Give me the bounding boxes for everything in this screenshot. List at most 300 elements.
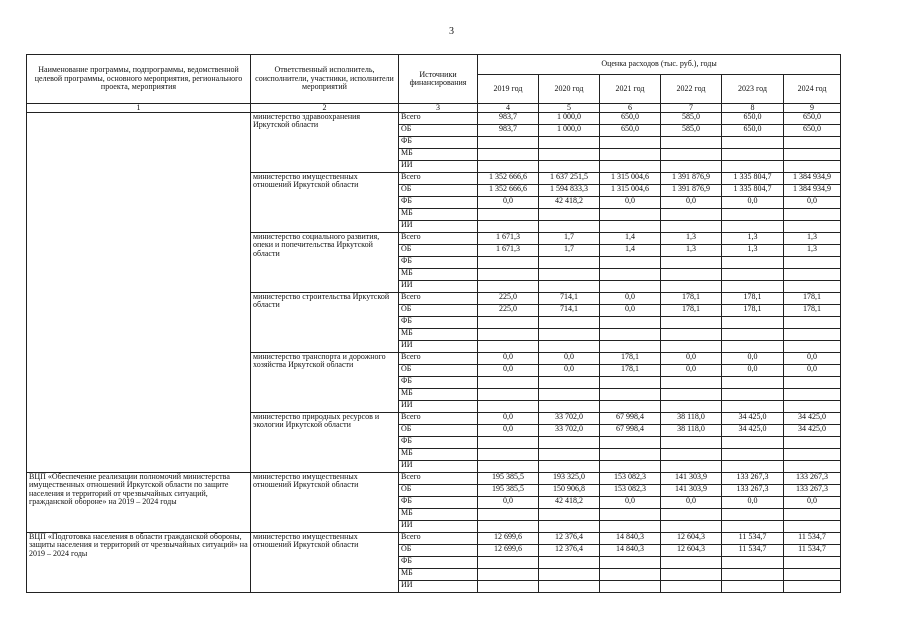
value-cell bbox=[478, 449, 539, 461]
value-cell: 1 335 804,7 bbox=[722, 173, 784, 185]
value-cell bbox=[539, 389, 600, 401]
value-cell bbox=[784, 521, 841, 533]
source-cell: МБ bbox=[399, 149, 478, 161]
value-cell bbox=[478, 329, 539, 341]
source-cell: ИИ bbox=[399, 461, 478, 473]
value-cell: 225,0 bbox=[478, 293, 539, 305]
value-cell: 34 425,0 bbox=[722, 413, 784, 425]
value-cell: 0,0 bbox=[600, 293, 661, 305]
value-cell: 1 594 833,3 bbox=[539, 185, 600, 197]
value-cell: 34 425,0 bbox=[784, 413, 841, 425]
value-cell bbox=[661, 569, 722, 581]
source-cell: ОБ bbox=[399, 125, 478, 137]
value-cell: 178,1 bbox=[600, 365, 661, 377]
value-cell bbox=[600, 137, 661, 149]
value-cell bbox=[722, 137, 784, 149]
executor-cell: министерство имущественных отношений Иркутской области bbox=[251, 473, 399, 533]
header-year: 2020 год bbox=[539, 75, 600, 104]
value-cell bbox=[784, 437, 841, 449]
value-cell: 650,0 bbox=[722, 125, 784, 137]
value-cell: 195 385,5 bbox=[478, 485, 539, 497]
value-cell bbox=[784, 149, 841, 161]
value-cell bbox=[478, 401, 539, 413]
value-cell bbox=[600, 461, 661, 473]
executor-cell: министерство строительства Иркутской области bbox=[251, 293, 399, 353]
source-cell: МБ bbox=[399, 209, 478, 221]
table-body bbox=[27, 113, 841, 593]
value-cell: 11 534,7 bbox=[722, 545, 784, 557]
value-cell: 1 384 934,9 bbox=[784, 173, 841, 185]
value-cell bbox=[539, 437, 600, 449]
value-cell bbox=[539, 557, 600, 569]
value-cell bbox=[784, 557, 841, 569]
program-cell: ВЦП «Обеспечение реализации полномочий министерства имущественных отношений Иркутской области по защите населения и территорий от чрезвычайных ситуаций, гражданской обороне» на 2019 – 2024 годы bbox=[27, 473, 251, 533]
header-year: 2024 год bbox=[784, 75, 841, 104]
source-cell: Всего bbox=[399, 353, 478, 365]
value-cell bbox=[539, 377, 600, 389]
value-cell: 0,0 bbox=[722, 365, 784, 377]
source-cell: МБ bbox=[399, 449, 478, 461]
value-cell bbox=[539, 449, 600, 461]
budget-table bbox=[26, 54, 841, 593]
value-cell: 1 000,0 bbox=[539, 125, 600, 137]
value-cell: 650,0 bbox=[600, 125, 661, 137]
value-cell bbox=[478, 281, 539, 293]
header-costs: Оценка расходов (тыс. руб.), годы bbox=[478, 55, 841, 75]
value-cell: 1,4 bbox=[600, 245, 661, 257]
source-cell: ИИ bbox=[399, 281, 478, 293]
value-cell bbox=[722, 269, 784, 281]
value-cell: 0,0 bbox=[539, 365, 600, 377]
value-cell: 0,0 bbox=[661, 353, 722, 365]
value-cell bbox=[661, 269, 722, 281]
value-cell bbox=[600, 437, 661, 449]
value-cell bbox=[478, 581, 539, 593]
value-cell bbox=[478, 569, 539, 581]
value-cell: 714,1 bbox=[539, 305, 600, 317]
value-cell: 0,0 bbox=[661, 365, 722, 377]
value-cell bbox=[661, 521, 722, 533]
value-cell: 1,3 bbox=[784, 233, 841, 245]
value-cell: 1 315 004,6 bbox=[600, 185, 661, 197]
value-cell: 178,1 bbox=[784, 293, 841, 305]
value-cell: 153 082,3 bbox=[600, 485, 661, 497]
value-cell bbox=[722, 161, 784, 173]
value-cell bbox=[722, 521, 784, 533]
value-cell bbox=[784, 137, 841, 149]
value-cell bbox=[600, 449, 661, 461]
program-cell bbox=[27, 113, 251, 473]
value-cell bbox=[722, 341, 784, 353]
value-cell: 0,0 bbox=[784, 365, 841, 377]
value-cell bbox=[784, 389, 841, 401]
value-cell bbox=[539, 209, 600, 221]
value-cell: 650,0 bbox=[784, 125, 841, 137]
value-cell: 195 385,5 bbox=[478, 473, 539, 485]
value-cell: 1 391 876,9 bbox=[661, 173, 722, 185]
value-cell: 1 671,3 bbox=[478, 245, 539, 257]
value-cell bbox=[478, 377, 539, 389]
value-cell bbox=[722, 209, 784, 221]
value-cell bbox=[600, 521, 661, 533]
value-cell: 983,7 bbox=[478, 113, 539, 125]
table-row bbox=[27, 113, 841, 125]
source-cell: ФБ bbox=[399, 197, 478, 209]
value-cell bbox=[661, 581, 722, 593]
value-cell bbox=[478, 221, 539, 233]
value-cell: 0,0 bbox=[722, 197, 784, 209]
source-cell: МБ bbox=[399, 569, 478, 581]
value-cell: 1,4 bbox=[600, 233, 661, 245]
source-cell: Всего bbox=[399, 173, 478, 185]
header-year: 2021 год bbox=[600, 75, 661, 104]
value-cell: 0,0 bbox=[661, 197, 722, 209]
value-cell: 33 702,0 bbox=[539, 425, 600, 437]
table-row bbox=[27, 533, 841, 545]
value-cell: 14 840,3 bbox=[600, 545, 661, 557]
source-cell: ОБ bbox=[399, 545, 478, 557]
value-cell bbox=[722, 509, 784, 521]
value-cell: 1 352 666,6 bbox=[478, 185, 539, 197]
value-cell bbox=[539, 401, 600, 413]
value-cell bbox=[600, 161, 661, 173]
value-cell: 141 303,9 bbox=[661, 473, 722, 485]
value-cell: 178,1 bbox=[600, 353, 661, 365]
value-cell bbox=[600, 377, 661, 389]
source-cell: Всего bbox=[399, 113, 478, 125]
program-cell: ВЦП «Подготовка населения в области гражданской обороны, защиты населения и территорий от чрезвычайных ситуаций» на 2019 – 2024 годы bbox=[27, 533, 251, 593]
value-cell bbox=[661, 281, 722, 293]
header-program: Наименование программы, подпрограммы, ведомственной целевой программы, основного мероприятия, регионального проекта, мероприятия bbox=[27, 55, 251, 104]
value-cell: 12 604,3 bbox=[661, 545, 722, 557]
value-cell: 0,0 bbox=[478, 353, 539, 365]
value-cell: 12 604,3 bbox=[661, 533, 722, 545]
value-cell bbox=[478, 341, 539, 353]
value-cell: 42 418,2 bbox=[539, 197, 600, 209]
value-cell: 38 118,0 bbox=[661, 425, 722, 437]
header-year: 2023 год bbox=[722, 75, 784, 104]
value-cell bbox=[661, 401, 722, 413]
value-cell bbox=[722, 329, 784, 341]
header-year: 2022 год bbox=[661, 75, 722, 104]
header-executor: Ответственный исполнитель, соисполнители, участники, исполнители мероприятий bbox=[251, 55, 399, 104]
value-cell bbox=[478, 161, 539, 173]
value-cell bbox=[478, 557, 539, 569]
value-cell: 1 315 004,6 bbox=[600, 173, 661, 185]
source-cell: ФБ bbox=[399, 137, 478, 149]
value-cell bbox=[600, 509, 661, 521]
source-cell: ИИ bbox=[399, 581, 478, 593]
value-cell bbox=[478, 269, 539, 281]
value-cell: 12 699,6 bbox=[478, 545, 539, 557]
value-cell: 1,7 bbox=[539, 245, 600, 257]
value-cell bbox=[722, 557, 784, 569]
value-cell bbox=[722, 221, 784, 233]
value-cell: 38 118,0 bbox=[661, 413, 722, 425]
source-cell: Всего bbox=[399, 473, 478, 485]
value-cell: 12 699,6 bbox=[478, 533, 539, 545]
source-cell: ОБ bbox=[399, 425, 478, 437]
value-cell bbox=[539, 341, 600, 353]
value-cell: 141 303,9 bbox=[661, 485, 722, 497]
value-cell: 178,1 bbox=[661, 305, 722, 317]
value-cell: 983,7 bbox=[478, 125, 539, 137]
value-cell bbox=[784, 461, 841, 473]
value-cell: 0,0 bbox=[478, 413, 539, 425]
value-cell: 0,0 bbox=[722, 497, 784, 509]
value-cell bbox=[722, 149, 784, 161]
value-cell bbox=[600, 581, 661, 593]
value-cell bbox=[600, 149, 661, 161]
column-number: 5 bbox=[539, 104, 600, 113]
value-cell bbox=[600, 269, 661, 281]
source-cell: Всего bbox=[399, 413, 478, 425]
value-cell: 1 352 666,6 bbox=[478, 173, 539, 185]
value-cell bbox=[539, 221, 600, 233]
value-cell bbox=[661, 329, 722, 341]
value-cell bbox=[661, 209, 722, 221]
value-cell bbox=[722, 317, 784, 329]
value-cell: 33 702,0 bbox=[539, 413, 600, 425]
source-cell: ОБ bbox=[399, 185, 478, 197]
value-cell: 12 376,4 bbox=[539, 533, 600, 545]
value-cell: 650,0 bbox=[784, 113, 841, 125]
column-number: 4 bbox=[478, 104, 539, 113]
column-number: 6 bbox=[600, 104, 661, 113]
table-row bbox=[27, 473, 841, 485]
value-cell bbox=[600, 341, 661, 353]
value-cell: 1,3 bbox=[784, 245, 841, 257]
value-cell: 178,1 bbox=[722, 293, 784, 305]
source-cell: МБ bbox=[399, 329, 478, 341]
value-cell bbox=[784, 449, 841, 461]
source-cell: Всего bbox=[399, 293, 478, 305]
value-cell: 133 267,3 bbox=[722, 473, 784, 485]
value-cell: 178,1 bbox=[784, 305, 841, 317]
value-cell bbox=[661, 449, 722, 461]
source-cell: ИИ bbox=[399, 401, 478, 413]
value-cell: 11 534,7 bbox=[784, 533, 841, 545]
value-cell bbox=[539, 569, 600, 581]
source-cell: ИИ bbox=[399, 161, 478, 173]
value-cell: 11 534,7 bbox=[722, 533, 784, 545]
value-cell bbox=[784, 581, 841, 593]
column-number: 8 bbox=[722, 104, 784, 113]
value-cell bbox=[722, 401, 784, 413]
value-cell bbox=[661, 461, 722, 473]
column-number: 3 bbox=[399, 104, 478, 113]
value-cell bbox=[661, 377, 722, 389]
value-cell: 0,0 bbox=[478, 197, 539, 209]
value-cell: 178,1 bbox=[661, 293, 722, 305]
value-cell bbox=[478, 149, 539, 161]
value-cell: 14 840,3 bbox=[600, 533, 661, 545]
column-number: 7 bbox=[661, 104, 722, 113]
value-cell bbox=[600, 557, 661, 569]
value-cell: 1 000,0 bbox=[539, 113, 600, 125]
executor-cell: министерство здравоохранения Иркутской области bbox=[251, 113, 399, 173]
executor-cell: министерство имущественных отношений Иркутской области bbox=[251, 533, 399, 593]
page-number: 3 bbox=[449, 26, 454, 37]
source-cell: ФБ bbox=[399, 437, 478, 449]
value-cell: 225,0 bbox=[478, 305, 539, 317]
value-cell bbox=[784, 341, 841, 353]
value-cell: 1,7 bbox=[539, 233, 600, 245]
value-cell: 650,0 bbox=[722, 113, 784, 125]
value-cell: 1,3 bbox=[722, 245, 784, 257]
source-cell: ОБ bbox=[399, 245, 478, 257]
value-cell: 0,0 bbox=[784, 197, 841, 209]
value-cell: 1 671,3 bbox=[478, 233, 539, 245]
value-cell: 0,0 bbox=[600, 497, 661, 509]
source-cell: ФБ bbox=[399, 257, 478, 269]
value-cell bbox=[539, 329, 600, 341]
value-cell: 150 906,8 bbox=[539, 485, 600, 497]
source-cell: ФБ bbox=[399, 557, 478, 569]
value-cell bbox=[784, 377, 841, 389]
value-cell: 133 267,3 bbox=[784, 473, 841, 485]
value-cell: 193 325,0 bbox=[539, 473, 600, 485]
value-cell bbox=[600, 281, 661, 293]
value-cell bbox=[784, 209, 841, 221]
value-cell bbox=[539, 581, 600, 593]
source-cell: Всего bbox=[399, 233, 478, 245]
value-cell: 0,0 bbox=[661, 497, 722, 509]
value-cell: 1 391 876,9 bbox=[661, 185, 722, 197]
value-cell bbox=[539, 257, 600, 269]
value-cell: 585,0 bbox=[661, 125, 722, 137]
value-cell: 1,3 bbox=[722, 233, 784, 245]
value-cell: 585,0 bbox=[661, 113, 722, 125]
source-cell: ФБ bbox=[399, 497, 478, 509]
value-cell: 1,3 bbox=[661, 245, 722, 257]
value-cell bbox=[661, 257, 722, 269]
value-cell bbox=[539, 317, 600, 329]
executor-cell: министерство социального развития, опеки и попечительства Иркутской области bbox=[251, 233, 399, 293]
value-cell: 0,0 bbox=[478, 365, 539, 377]
value-cell bbox=[722, 377, 784, 389]
value-cell bbox=[478, 137, 539, 149]
source-cell: ОБ bbox=[399, 365, 478, 377]
value-cell bbox=[784, 569, 841, 581]
value-cell bbox=[600, 209, 661, 221]
source-cell: МБ bbox=[399, 389, 478, 401]
value-cell bbox=[539, 269, 600, 281]
value-cell bbox=[600, 257, 661, 269]
value-cell: 133 267,3 bbox=[722, 485, 784, 497]
value-cell bbox=[784, 281, 841, 293]
value-cell: 0,0 bbox=[478, 425, 539, 437]
value-cell bbox=[722, 569, 784, 581]
source-cell: ИИ bbox=[399, 521, 478, 533]
value-cell bbox=[722, 461, 784, 473]
value-cell bbox=[661, 341, 722, 353]
value-cell bbox=[478, 209, 539, 221]
value-cell bbox=[722, 389, 784, 401]
value-cell: 1 384 934,9 bbox=[784, 185, 841, 197]
value-cell bbox=[539, 161, 600, 173]
source-cell: ФБ bbox=[399, 377, 478, 389]
value-cell bbox=[661, 317, 722, 329]
value-cell: 0,0 bbox=[722, 353, 784, 365]
value-cell bbox=[784, 221, 841, 233]
value-cell bbox=[600, 389, 661, 401]
value-cell bbox=[722, 437, 784, 449]
value-cell bbox=[661, 389, 722, 401]
value-cell bbox=[539, 461, 600, 473]
value-cell bbox=[478, 437, 539, 449]
value-cell: 1 637 251,5 bbox=[539, 173, 600, 185]
value-cell bbox=[478, 509, 539, 521]
source-cell: ИИ bbox=[399, 221, 478, 233]
value-cell: 0,0 bbox=[478, 497, 539, 509]
value-cell bbox=[478, 257, 539, 269]
value-cell bbox=[478, 317, 539, 329]
value-cell bbox=[784, 269, 841, 281]
value-cell: 11 534,7 bbox=[784, 545, 841, 557]
source-cell: ИИ bbox=[399, 341, 478, 353]
source-cell: ФБ bbox=[399, 317, 478, 329]
value-cell bbox=[784, 161, 841, 173]
value-cell: 0,0 bbox=[600, 305, 661, 317]
value-cell bbox=[539, 149, 600, 161]
value-cell bbox=[722, 257, 784, 269]
value-cell: 34 425,0 bbox=[784, 425, 841, 437]
column-number: 9 bbox=[784, 104, 841, 113]
value-cell bbox=[661, 137, 722, 149]
value-cell: 1 335 804,7 bbox=[722, 185, 784, 197]
source-cell: МБ bbox=[399, 269, 478, 281]
value-cell: 67 998,4 bbox=[600, 425, 661, 437]
executor-cell: министерство транспорта и дорожного хозяйства Иркутской области bbox=[251, 353, 399, 413]
value-cell bbox=[661, 161, 722, 173]
value-cell bbox=[539, 509, 600, 521]
value-cell: 153 082,3 bbox=[600, 473, 661, 485]
value-cell bbox=[661, 557, 722, 569]
executor-cell: министерство природных ресурсов и экологии Иркутской области bbox=[251, 413, 399, 473]
header-source: Источники финансирования bbox=[399, 55, 478, 104]
value-cell: 178,1 bbox=[722, 305, 784, 317]
source-cell: ОБ bbox=[399, 485, 478, 497]
value-cell: 714,1 bbox=[539, 293, 600, 305]
value-cell bbox=[600, 317, 661, 329]
value-cell: 0,0 bbox=[600, 197, 661, 209]
value-cell: 650,0 bbox=[600, 113, 661, 125]
value-cell bbox=[478, 389, 539, 401]
value-cell bbox=[722, 449, 784, 461]
value-cell bbox=[784, 257, 841, 269]
source-cell: ОБ bbox=[399, 305, 478, 317]
value-cell bbox=[539, 137, 600, 149]
value-cell bbox=[784, 509, 841, 521]
value-cell: 12 376,4 bbox=[539, 545, 600, 557]
column-number: 1 bbox=[27, 104, 251, 113]
value-cell: 0,0 bbox=[539, 353, 600, 365]
value-cell: 42 418,2 bbox=[539, 497, 600, 509]
value-cell bbox=[600, 221, 661, 233]
value-cell: 1,3 bbox=[661, 233, 722, 245]
value-cell bbox=[722, 581, 784, 593]
value-cell: 34 425,0 bbox=[722, 425, 784, 437]
value-cell bbox=[722, 281, 784, 293]
value-cell: 67 998,4 bbox=[600, 413, 661, 425]
value-cell bbox=[661, 509, 722, 521]
value-cell bbox=[600, 569, 661, 581]
value-cell bbox=[539, 281, 600, 293]
value-cell: 133 267,3 bbox=[784, 485, 841, 497]
header-year: 2019 год bbox=[478, 75, 539, 104]
value-cell bbox=[784, 329, 841, 341]
